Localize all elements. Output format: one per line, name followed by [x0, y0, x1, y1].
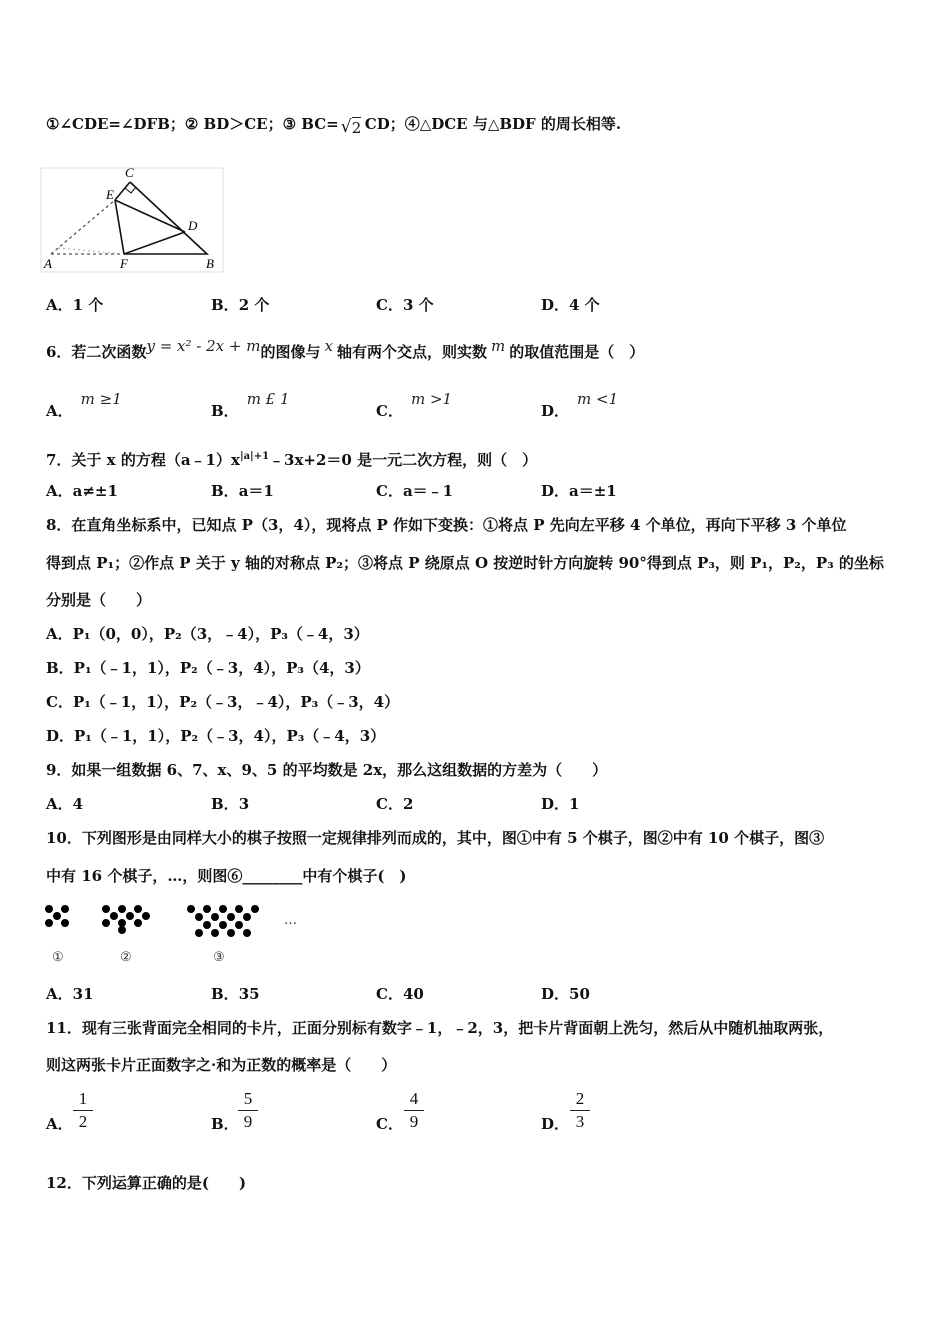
right-angle-mark [125, 187, 136, 193]
q6-var-x: x [324, 337, 333, 355]
option-text: 4 [72, 795, 84, 813]
option-letter: A． [46, 482, 73, 500]
segment-CE [115, 182, 130, 200]
q5-condition-1: ①∠CDE=∠DFB； [46, 115, 185, 133]
q6-option-d[interactable] [541, 390, 619, 421]
q7-stem [46, 447, 537, 470]
q9-option-b[interactable] [211, 794, 249, 814]
chess-piece [195, 929, 203, 937]
segment-ED [115, 200, 185, 232]
chess-piece [195, 913, 203, 921]
q6-mid1: 的图像与 [260, 343, 321, 361]
q12-stem: 12．下列运算正确的是( ) [46, 1174, 247, 1192]
q5-option-a[interactable] [46, 295, 103, 315]
q10-option-c[interactable] [376, 984, 424, 1004]
q10-stem-line2: 中有 16 个棋子，…，则图⑥________中有个棋子( ) [46, 867, 407, 885]
q9-stem: 9．如果一组数据 6、7、x、9、5 的平均数是 2x，那么这组数据的方差为（ ） [46, 761, 608, 779]
label-D: D [188, 218, 198, 233]
option-math: m ≥1 [80, 390, 122, 408]
option-text: 4 个 [569, 296, 600, 314]
chess-piece [110, 912, 118, 920]
chess-piece [61, 905, 69, 913]
q5-condition-3-suffix: CD； [364, 115, 405, 133]
q9-option-a[interactable] [46, 794, 83, 814]
option-letter: B． [211, 1115, 239, 1133]
denominator: 9 [409, 1112, 419, 1131]
option-text: a＝±1 [569, 482, 617, 500]
segment-EF [115, 200, 124, 254]
option-letter: D． [541, 402, 570, 420]
chess-piece [45, 919, 53, 927]
q10-stem-line1: 10．下列图形是由同样大小的棋子按照一定规律排列而成的，其中，图①中有 5 个棋子，图②中有 10 个棋子，图③ [46, 829, 825, 847]
option-text: 3 个 [402, 296, 434, 314]
chess-piece [203, 905, 211, 913]
q10-figure-label-1: ① [52, 950, 64, 965]
segment-FD [124, 232, 185, 254]
q6-mid2: 轴有两个交点，则实数 [336, 343, 487, 361]
q10-option-a[interactable] [46, 984, 94, 1004]
q7-option-b[interactable] [211, 481, 274, 501]
option-text: 35 [238, 985, 260, 1003]
option-letter: D． [541, 482, 570, 500]
q6-option-a[interactable] [46, 390, 122, 421]
option-text: 50 [569, 985, 590, 1003]
option-text: 40 [402, 985, 424, 1003]
chess-piece [134, 905, 142, 913]
q6-formula: y = x² - 2x + m [146, 337, 261, 355]
q11-option-d-fraction [570, 1089, 590, 1132]
chess-piece [203, 921, 211, 929]
q5-option-d[interactable] [541, 295, 600, 315]
q10-figure-label-2: ② [120, 950, 132, 965]
q8-option-d[interactable]: D．P₁（﹣1，1），P₂（﹣3，4），P₃（﹣4，3） [46, 727, 386, 745]
q11-option-c-fraction [404, 1089, 424, 1132]
q11-stem-line2: 则这两张卡片正面数字之·和为正数的概率是（ ） [46, 1056, 397, 1074]
option-text: 2 [402, 795, 414, 813]
q6-prefix: 6．若二次函数 [46, 343, 147, 361]
q7-part1: 7．关于 x 的方程（a﹣1）x [46, 451, 240, 469]
q11-option-b[interactable] [211, 1114, 239, 1134]
q11-option-c[interactable] [376, 1114, 403, 1134]
q8-stem-line3: 分别是（ ） [46, 591, 152, 609]
chess-piece [227, 913, 235, 921]
option-letter: C． [376, 482, 403, 500]
chess-piece [243, 929, 251, 937]
numerator: 1 [78, 1089, 88, 1108]
option-text: a≠±1 [72, 482, 118, 500]
q8-option-a[interactable]: A．P₁（0，0），P₂（3，﹣4），P₃（﹣4，3） [46, 625, 369, 643]
chess-piece [53, 912, 61, 920]
option-math: m £ 1 [246, 390, 290, 408]
option-letter: A． [46, 985, 73, 1003]
chess-piece [211, 913, 219, 921]
option-letter: C． [376, 795, 403, 813]
denominator: 9 [243, 1112, 253, 1131]
sqrt-radicand: 2 [351, 119, 362, 137]
q11-option-d[interactable] [541, 1114, 569, 1134]
q7-option-d[interactable] [541, 481, 617, 501]
chess-piece [235, 921, 243, 929]
chess-piece [102, 919, 110, 927]
option-letter: A． [46, 296, 73, 314]
q11-option-b-fraction [238, 1089, 258, 1132]
option-text: 1 [569, 795, 580, 813]
q6-option-b[interactable] [211, 390, 290, 421]
label-F: F [120, 256, 128, 271]
segment-EF-dashed [58, 248, 124, 254]
q10-ellipsis: … [284, 913, 297, 928]
sqrt-radical: √ [340, 117, 352, 137]
q6-stem [46, 337, 645, 362]
option-letter: D． [541, 985, 570, 1003]
label-E: E [106, 187, 114, 202]
option-letter: B． [211, 402, 239, 420]
q7-option-c[interactable] [376, 481, 453, 501]
option-letter: A． [46, 795, 73, 813]
q11-option-a[interactable] [46, 1114, 73, 1134]
option-letter: A． [46, 1115, 73, 1133]
option-letter: B． [211, 296, 239, 314]
q5-condition-4: ④△DCE 与△BDF 的周长相等. [404, 115, 622, 133]
chess-piece [45, 905, 53, 913]
chess-piece [251, 905, 259, 913]
q10-option-d[interactable] [541, 984, 590, 1004]
label-C: C [125, 165, 134, 180]
q10-option-b[interactable] [211, 984, 260, 1004]
q6-var-m: m [490, 337, 506, 355]
chess-piece [61, 919, 69, 927]
label-B: B [206, 256, 214, 271]
option-letter: C． [376, 1115, 403, 1133]
q5-option-c[interactable] [376, 295, 434, 315]
option-letter: B． [211, 795, 239, 813]
chess-piece [187, 905, 195, 913]
chess-piece [142, 912, 150, 920]
segment-AE [51, 200, 115, 254]
q8-option-c[interactable]: C．P₁（﹣1，1），P₂（﹣3，﹣4），P₃（﹣3，4） [46, 693, 400, 711]
q10-figure-label-3: ③ [213, 950, 225, 965]
chess-piece [227, 929, 235, 937]
q5-conditions [46, 114, 622, 137]
option-letter: C． [376, 985, 403, 1003]
numerator: 4 [409, 1089, 419, 1108]
q5-condition-2: ② BD＞CE； [184, 115, 283, 133]
q8-option-b[interactable]: B．P₁（﹣1，1），P₂（﹣3，4），P₃（4，3） [46, 659, 370, 677]
chess-piece [235, 905, 243, 913]
q9-option-c[interactable] [376, 794, 413, 814]
chess-piece [102, 905, 110, 913]
chess-piece [134, 919, 142, 927]
option-math: m >1 [410, 390, 453, 408]
q6-suffix: 的取值范围是（ ） [509, 343, 645, 361]
q5-condition-3-prefix: ③ BC= [282, 115, 339, 133]
option-text: 3 [238, 795, 250, 813]
q8-stem-line2: 得到点 P₁；②作点 P 关于 y 轴的对称点 P₂；③将点 P 绕原点 O 按逆时针方向旋转 90°得到点 P₃，则 P₁，P₂，P₃ 的坐标 [46, 554, 884, 572]
chess-piece [243, 913, 251, 921]
option-text: 1 个 [72, 296, 104, 314]
label-A: A [44, 256, 52, 271]
option-text: a＝﹣1 [402, 482, 454, 500]
chess-piece [118, 905, 126, 913]
option-letter: D． [541, 296, 570, 314]
q5-option-b[interactable] [211, 295, 269, 315]
chess-piece [219, 905, 227, 913]
option-text: a＝1 [238, 482, 274, 500]
q7-option-a[interactable] [46, 481, 118, 501]
option-letter: D． [541, 795, 570, 813]
chess-piece [118, 926, 126, 934]
q8-stem-line1: 8．在直角坐标系中，已知点 P（3，4），现将点 P 作如下变换：①将点 P 先向左平移 4 个单位，再向下平移 3 个单位 [46, 516, 847, 534]
chess-piece [219, 921, 227, 929]
option-letter: D． [541, 1115, 570, 1133]
denominator: 2 [78, 1112, 88, 1131]
option-letter: A． [46, 402, 73, 420]
numerator: 5 [243, 1089, 253, 1108]
q7-exponent: |a|+1 [239, 451, 270, 462]
option-text: 2 个 [238, 296, 270, 314]
q11-stem-line1: 11．现有三张背面完全相同的卡片，正面分别标有数字﹣1，﹣2，3，把卡片背面朝上洗匀，然后从中随机抽取两张， [46, 1019, 834, 1037]
option-math: m <1 [577, 390, 619, 408]
q11-option-a-fraction [73, 1089, 93, 1132]
option-letter: C． [376, 402, 403, 420]
numerator: 2 [575, 1089, 585, 1108]
chess-piece [126, 912, 134, 920]
option-letter: B． [211, 482, 239, 500]
option-text: 31 [72, 985, 94, 1003]
chess-piece [211, 929, 219, 937]
q7-part2: ﹣3x+2＝0 是一元二次方程，则（ ） [269, 451, 538, 469]
option-letter: C． [376, 296, 403, 314]
denominator: 3 [575, 1112, 585, 1131]
q9-option-d[interactable] [541, 794, 579, 814]
q6-option-c[interactable] [376, 390, 453, 421]
option-letter: B． [211, 985, 239, 1003]
q5-geometry-figure [40, 160, 230, 275]
